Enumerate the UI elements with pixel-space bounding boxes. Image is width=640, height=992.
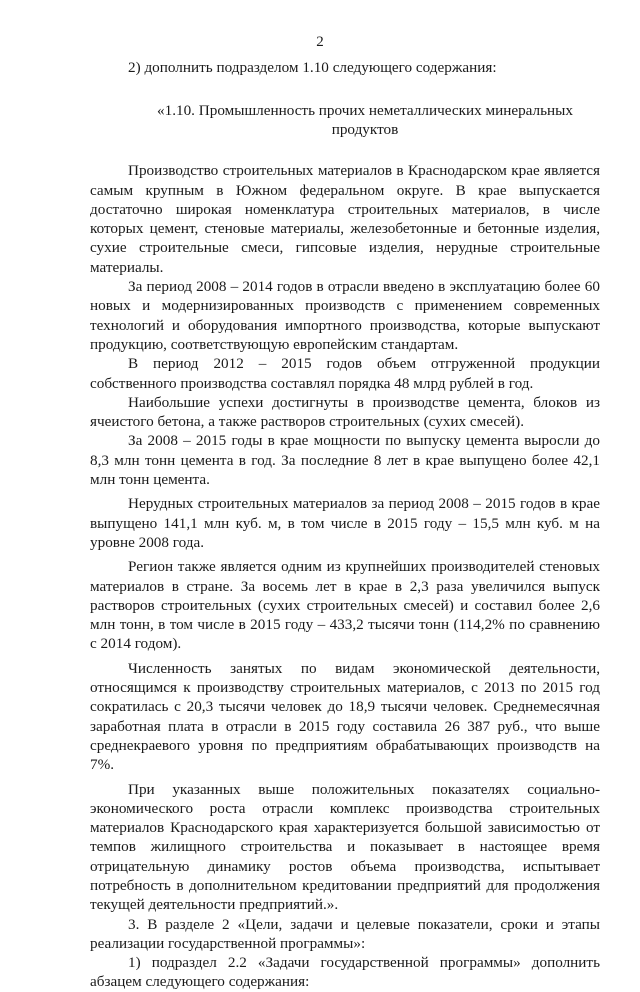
paragraph: Регион также является одним из крупнейших производителей стеновых материалов в стране. За восемь лет в крае в 2,3 раза увеличился выпуск растворов строительных (сухих строительных смесей) и составил более 2,6 млн тонн, в том числе в 2015 году – 433,2 тысячи тонн (114,2% по сравнению с 2014 годом).	[90, 558, 600, 653]
paragraph: 3. В разделе 2 «Цели, задачи и целевые показатели, сроки и этапы реализации государственной программы»:	[90, 915, 600, 952]
paragraph: 1) подраздел 2.2 «Задачи государственной программы» дополнить абзацем следующего содержания:	[90, 954, 600, 991]
paragraph: При указанных выше положительных показателях социально-экономического роста отрасли комплекс производства строительных материалов Краснодарского края характеризуется большой зависимостью от темпов жилищного строительства и показывает в настоящее время отрицательную динамику ростов объема производства, испытывает потребность в дополнительном кредитовании предприятий для продолжения текущей деятельности предприятий.».	[90, 780, 600, 914]
paragraph: Производство строительных материалов в Краснодарском крае является самым крупным в Южном федеральном округе. В крае выпускается достаточно широкая номенклатура строительных материалов, в числе которых цемент, стеновые материалы, железобетонные и бетонные изделия, сухие строительные смеси, гипсовые изделия, нерудные строительные материалы.	[90, 162, 600, 276]
intro-line: 2) дополнить подразделом 1.10 следующего содержания:	[128, 59, 497, 76]
paragraph: Наибольшие успехи достигнуты в производстве цемента, блоков из ячеистого бетона, а также растворов строительных (сухих смесей).	[90, 393, 600, 431]
paragraph: Численность занятых по видам экономической деятельности, относящимся к производству строительных материалов, с 2013 по 2015 год сократилась с 20,3 тысячи человек до 18,9 тысячи человек. Среднемесячная заработная плата в отрасли в 2015 году составила 26 387 руб., что выше среднекраевого уровня по предприятиям обрабатывающих производств на 7%.	[90, 659, 600, 774]
page-number: 2	[316, 34, 324, 50]
paragraph: В период 2012 – 2015 годов объем отгруженной продукции собственного производства составлял порядка 48 млрд рублей в год.	[90, 355, 600, 392]
paragraph: За период 2008 – 2014 годов в отрасли введено в эксплуатацию более 60 новых и модернизированных производств с применением современных технологий и оборудования импортного производства, которые выпускают продукцию, соответствующую европейским стандартам.	[90, 278, 600, 353]
paragraph: Нерудных строительных материалов за период 2008 – 2015 годов в крае выпущено 141,1 млн куб. м, в том числе в 2015 году – 15,5 млн куб. м на уровне 2008 года.	[90, 495, 600, 551]
document-body	[90, 58, 600, 992]
paragraph: За 2008 – 2015 годы в крае мощности по выпуску цемента выросли до 8,3 млн тонн цемента в год. За последние 8 лет в крае выпущено более 42,1 млн тонн цемента.	[90, 432, 600, 489]
section-heading: «1.10. Промышленность прочих неметаллических минеральных продуктов	[157, 102, 573, 139]
